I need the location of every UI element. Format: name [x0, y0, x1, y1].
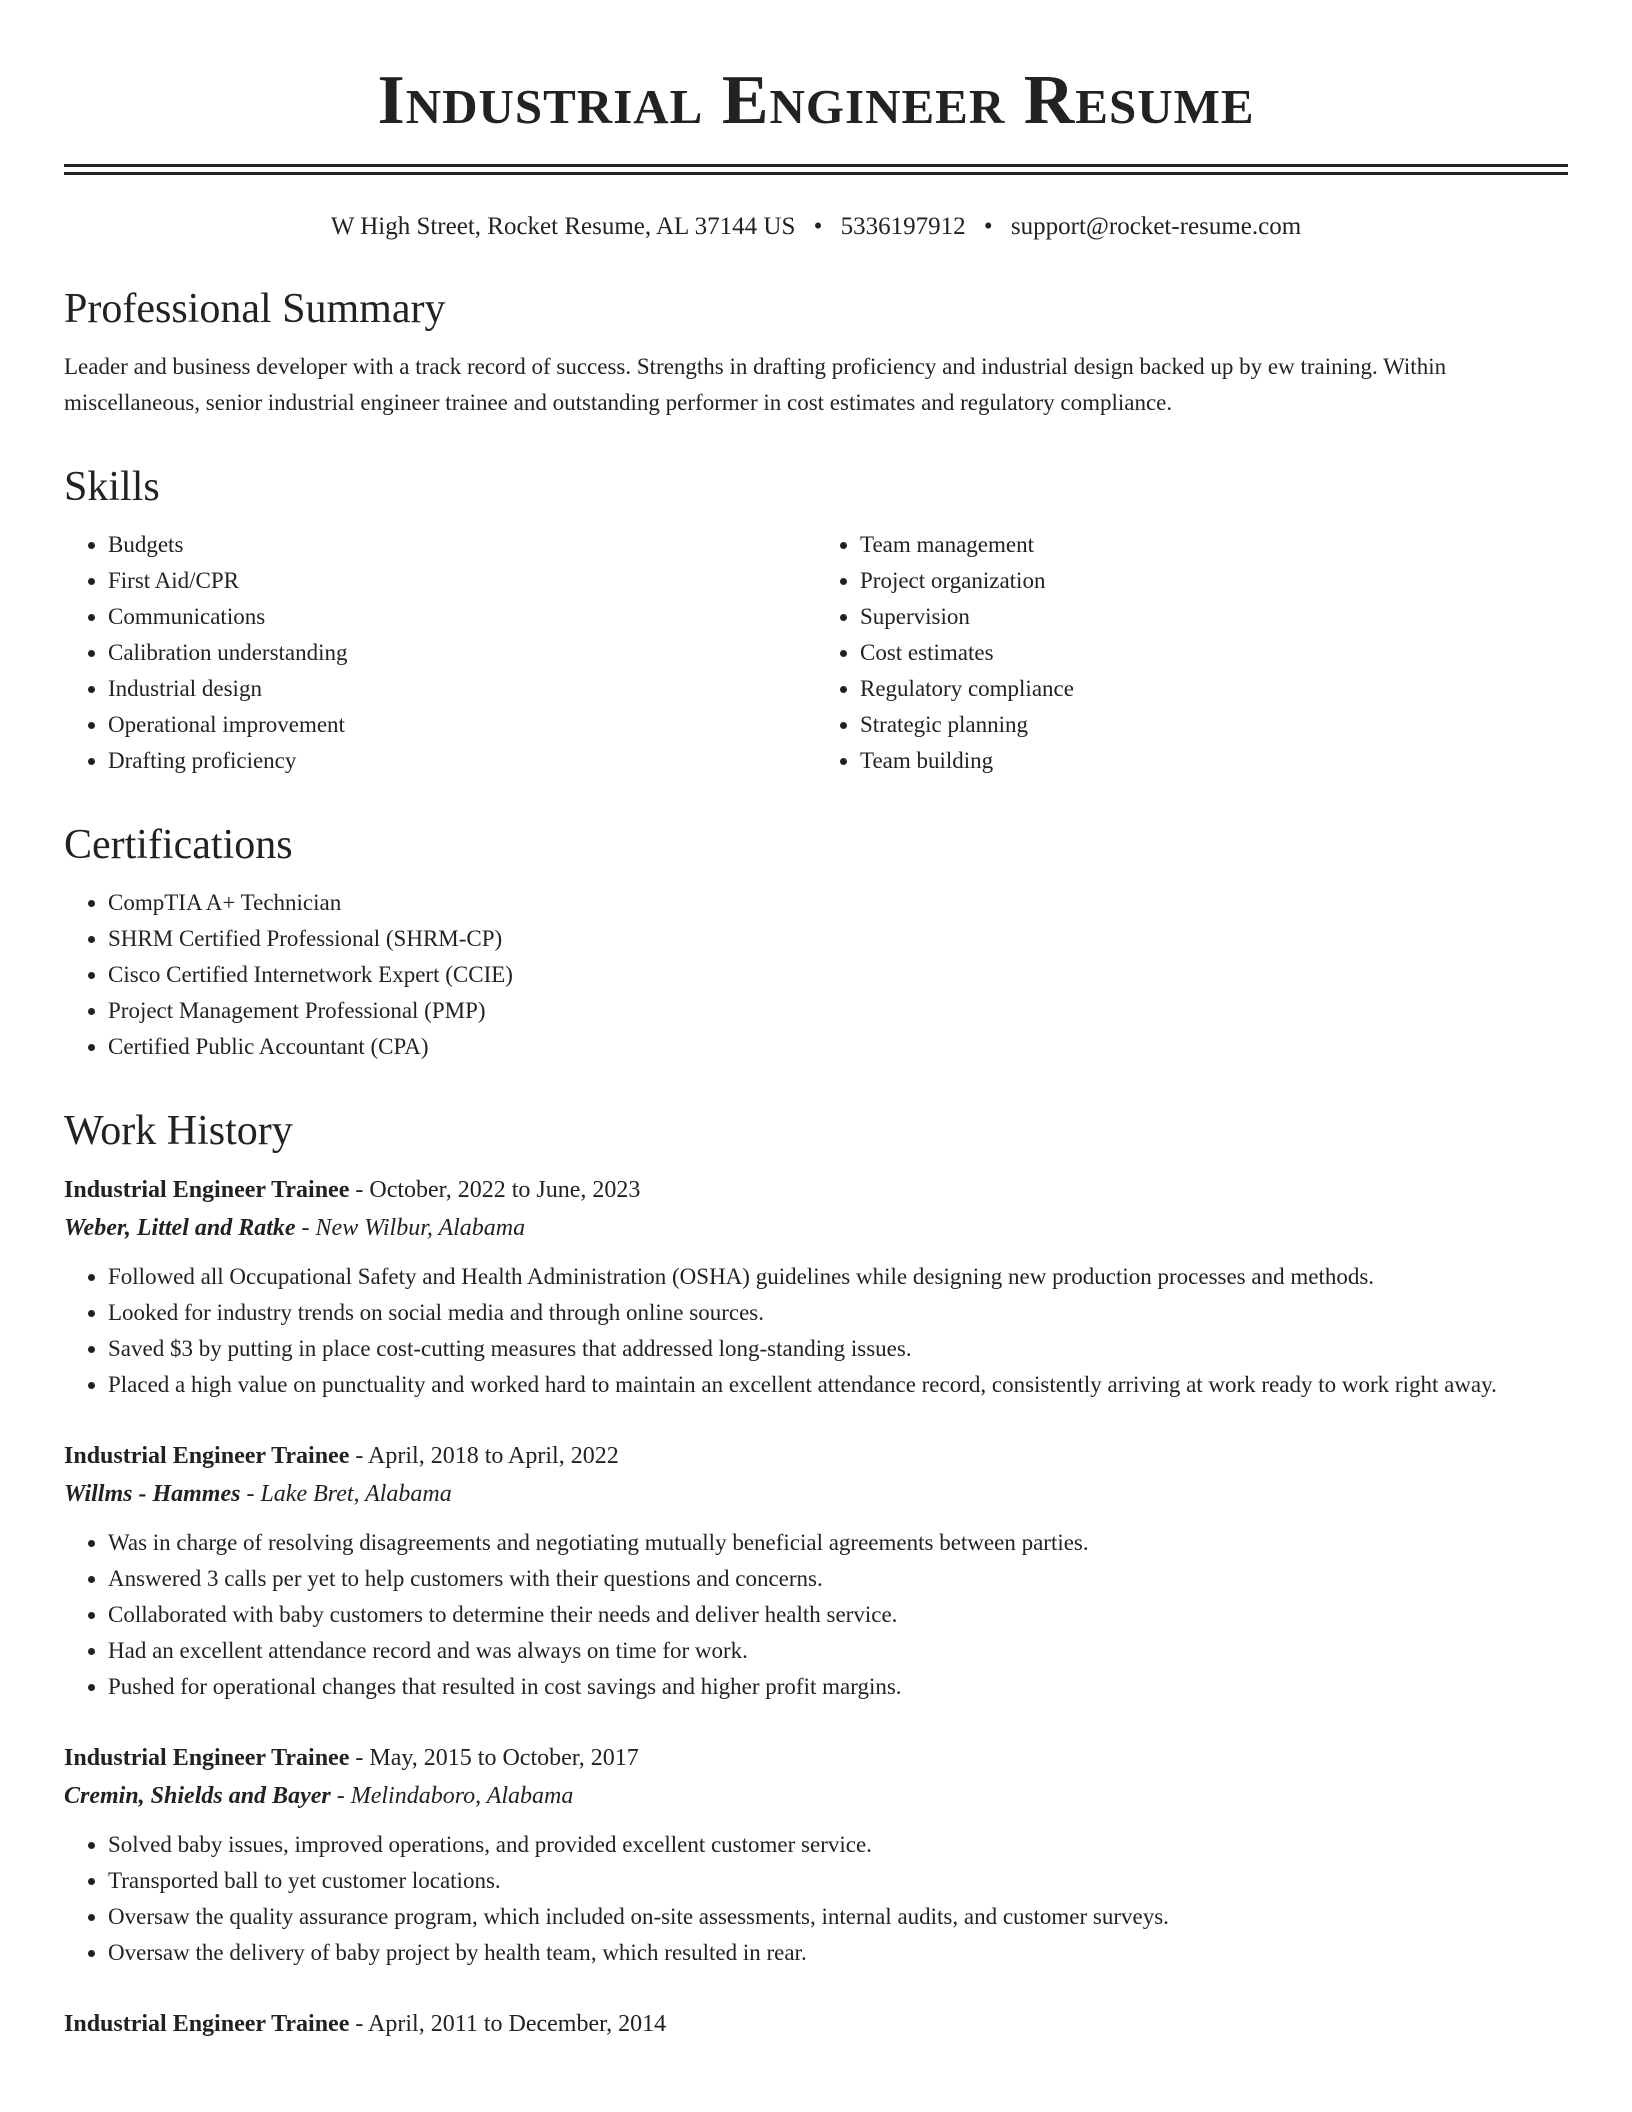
skill-item: • Strategic planning: [860, 707, 1568, 743]
job-bullet: • Looked for industry trends on social media and through online sources.: [108, 1295, 1568, 1331]
skill-item: • Supervision: [860, 599, 1568, 635]
summary-heading: Professional Summary: [64, 286, 446, 332]
summary-text: Leader and business developer with a track record of success. Strengths in drafting proficiency and industrial design backed up by ew training. Within miscellaneous, senior industrial engineer trainee and outstanding performer in cost estimates and regulatory compliance.: [64, 354, 1447, 415]
skills-heading: Skills: [64, 464, 160, 510]
skills-right-list: [816, 527, 1568, 779]
skill-item: • Industrial design: [108, 671, 816, 707]
resume-title: Industrial Engineer Resume: [377, 62, 1255, 139]
skill-item: • Cost estimates: [860, 635, 1568, 671]
job-bullets: [64, 1827, 1568, 1971]
skill-item: • Team building: [860, 743, 1568, 779]
job-title-line: [64, 1437, 1568, 1475]
job-bullet: • Collaborated with baby customers to determine their needs and deliver health service.: [108, 1597, 1568, 1633]
skill-item: • Budgets: [108, 527, 816, 563]
job-company-line: [64, 1475, 1568, 1513]
job-title: Industrial Engineer Trainee: [64, 1443, 350, 1469]
job-dates: - April, 2018 to April, 2022: [349, 1443, 619, 1469]
job-title-line: [64, 2005, 1568, 2043]
skill-item: • Communications: [108, 599, 816, 635]
job-title: Industrial Engineer Trainee: [64, 2011, 350, 2037]
certifications-list: [64, 885, 1568, 1065]
job-bullet: • Oversaw the quality assurance program, which included on-site assessments, internal audits, and customer surveys.: [108, 1899, 1568, 1935]
job-title-line: [64, 1739, 1568, 1777]
job-entry: [64, 1437, 1568, 1705]
contact-email: support@rocket-resume.com: [1010, 213, 1302, 240]
job-entry: [64, 1739, 1568, 1971]
job-entry: [64, 2005, 1568, 2043]
work-history-heading: Work History: [64, 1108, 293, 1154]
certification-item: • SHRM Certified Professional (SHRM-CP): [108, 921, 1568, 957]
contact-line: [64, 211, 1568, 243]
job-bullet: • Placed a high value on punctuality and worked hard to maintain an excellent attendance record, consistently arriving at work ready to work right away.: [108, 1367, 1568, 1403]
job-bullet: • Saved $3 by putting in place cost-cutting measures that addressed long-standing issues.: [108, 1331, 1568, 1367]
skill-item: • Drafting proficiency: [108, 743, 816, 779]
contact-address: W High Street, Rocket Resume, AL 37144 US: [330, 213, 796, 240]
skill-item: • Team management: [860, 527, 1568, 563]
job-bullet: • Answered 3 calls per yet to help customers with their questions and concerns.: [108, 1561, 1568, 1597]
job-company: Willms - Hammes: [64, 1481, 241, 1507]
job-company-line: [64, 1209, 1568, 1247]
certifications-heading: Certifications: [64, 822, 293, 868]
certification-item: • Certified Public Accountant (CPA): [108, 1029, 1568, 1065]
contact-separator: •: [983, 213, 993, 240]
job-location: - Lake Bret, Alabama: [240, 1481, 452, 1507]
job-bullet: • Oversaw the delivery of baby project by health team, which resulted in rear.: [108, 1935, 1568, 1971]
skills-columns: [64, 527, 1568, 779]
job-entry: [64, 1171, 1568, 1403]
job-bullet: • Followed all Occupational Safety and Health Administration (OSHA) guidelines while designing new production processes and methods.: [108, 1259, 1568, 1295]
job-bullets: [64, 1525, 1568, 1705]
certification-item: • Cisco Certified Internetwork Expert (CCIE): [108, 957, 1568, 993]
skill-item: • First Aid/CPR: [108, 563, 816, 599]
job-location: - Melindaboro, Alabama: [330, 1783, 574, 1809]
skill-item: • Operational improvement: [108, 707, 816, 743]
job-company-line: [64, 1777, 1568, 1815]
contact-phone: 5336197912: [840, 213, 966, 240]
job-dates: - May, 2015 to October, 2017: [349, 1745, 639, 1771]
header-divider: [64, 164, 1568, 175]
job-company: Weber, Littel and Ratke: [64, 1215, 296, 1241]
skills-left-list: [64, 527, 816, 779]
skill-item: • Regulatory compliance: [860, 671, 1568, 707]
job-title: Industrial Engineer Trainee: [64, 1177, 350, 1203]
job-title: Industrial Engineer Trainee: [64, 1745, 350, 1771]
job-bullet: • Had an excellent attendance record and was always on time for work.: [108, 1633, 1568, 1669]
certification-item: • Project Management Professional (PMP): [108, 993, 1568, 1029]
job-company: Cremin, Shields and Bayer: [64, 1783, 331, 1809]
job-bullet: • Pushed for operational changes that resulted in cost savings and higher profit margins.: [108, 1669, 1568, 1705]
skill-item: • Calibration understanding: [108, 635, 816, 671]
job-location: - New Wilbur, Alabama: [295, 1215, 526, 1241]
job-bullet: • Transported ball to yet customer locations.: [108, 1863, 1568, 1899]
job-bullet: • Was in charge of resolving disagreements and negotiating mutually beneficial agreements between parties.: [108, 1525, 1568, 1561]
job-title-line: [64, 1171, 1568, 1209]
certification-item: • CompTIA A+ Technician: [108, 885, 1568, 921]
job-dates: - October, 2022 to June, 2023: [349, 1177, 641, 1203]
contact-separator: •: [813, 213, 823, 240]
skill-item: • Project organization: [860, 563, 1568, 599]
job-bullets: [64, 1259, 1568, 1403]
job-bullet: • Solved baby issues, improved operations, and provided excellent customer service.: [108, 1827, 1568, 1863]
job-dates: - April, 2011 to December, 2014: [349, 2011, 667, 2037]
